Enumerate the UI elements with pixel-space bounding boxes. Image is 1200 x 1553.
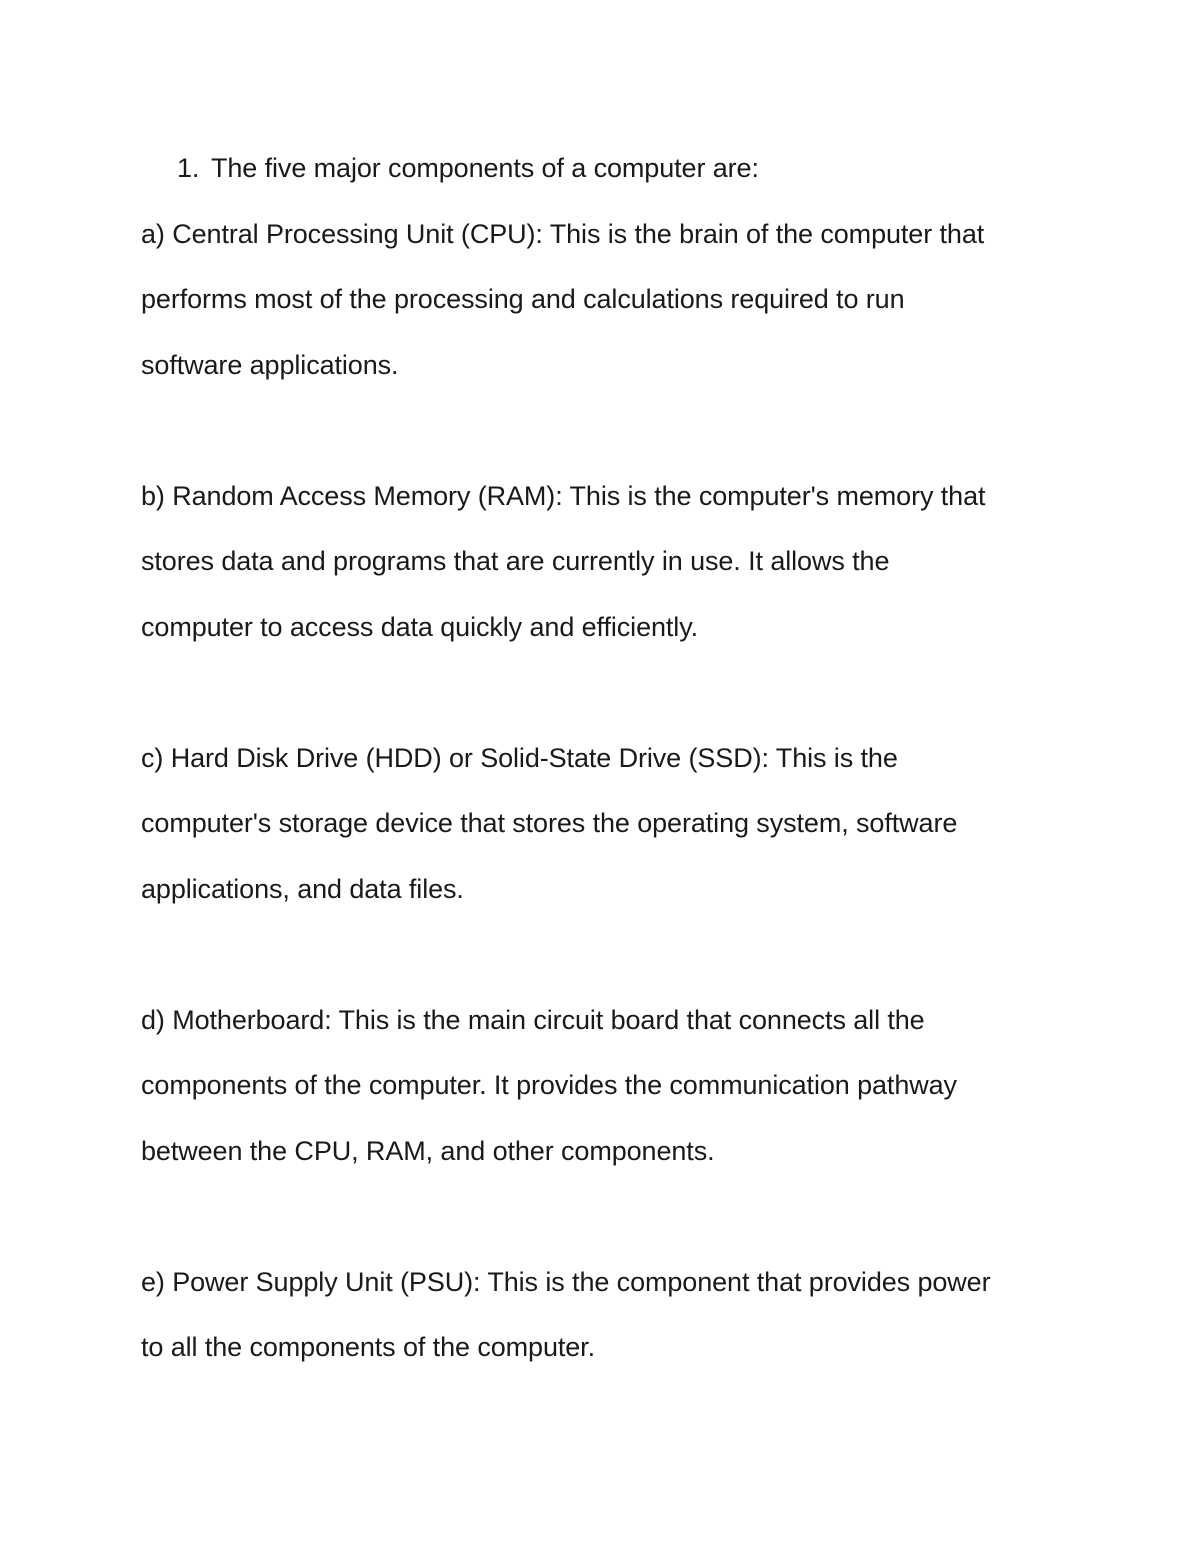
paragraph-cpu (141, 202, 1061, 399)
text-line: computer's storage device that stores the operating system, software (141, 808, 958, 838)
paragraph-motherboard (141, 988, 1061, 1185)
text-line: b) Random Access Memory (RAM): This is the computer's memory that (141, 480, 986, 511)
text-line: c) Hard Disk Drive (HDD) or Solid-State Drive (SSD): This is the (141, 742, 898, 773)
text-line: to all the components of the computer. (141, 1332, 595, 1362)
list-heading-text: The five major components of a computer are: (211, 153, 759, 183)
paragraph-psu (141, 1250, 1061, 1381)
paragraph-ram (141, 464, 1061, 661)
list-heading (141, 136, 1061, 202)
paragraph-storage (141, 726, 1061, 923)
text-line: performs most of the processing and calculations required to run (141, 284, 905, 314)
text-line: components of the computer. It provides the communication pathway (141, 1070, 957, 1100)
text-line: between the CPU, RAM, and other components. (141, 1135, 715, 1166)
text-line: software applications. (141, 349, 399, 380)
text-line: stores data and programs that are currently in use. It allows the (141, 546, 890, 576)
text-line: e) Power Supply Unit (PSU): This is the component that provides power (141, 1266, 991, 1297)
text-line: d) Motherboard: This is the main circuit board that connects all the (141, 1004, 925, 1035)
list-number: 1. (177, 153, 200, 183)
text-line: applications, and data files. (141, 873, 464, 904)
text-line: a) Central Processing Unit (CPU): This is the brain of the computer that (141, 218, 985, 249)
text-line: computer to access data quickly and efficiently. (141, 611, 698, 642)
document-body (141, 136, 1061, 1381)
